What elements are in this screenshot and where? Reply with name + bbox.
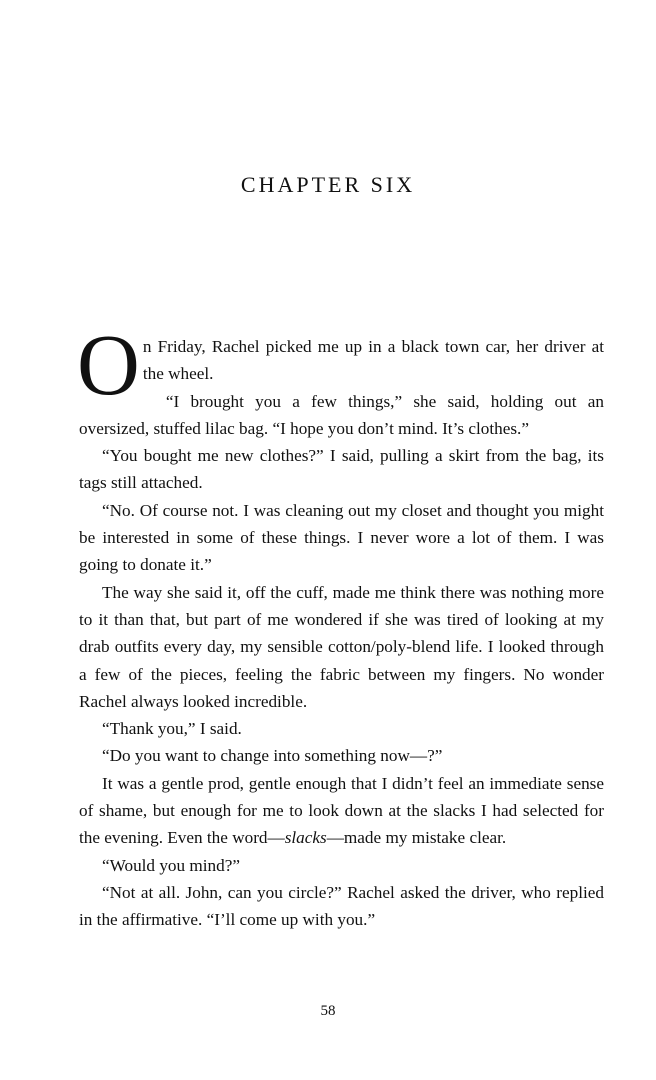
body-text	[77, 316, 604, 934]
paragraph-text: —made my mistake clear.	[326, 828, 507, 848]
paragraph	[79, 770, 604, 852]
page-number: 58	[320, 1003, 336, 1019]
paragraph: “Thank you,” I said.	[102, 719, 242, 739]
paragraph: “Would you mind?”	[102, 855, 240, 875]
paragraph: The way she said it, off the cuff, made me think there was nothing more to it than that, but part of me wondered if she was tired of looking at my drab outfits every day, my sensible cotton/poly-blend life. I looked through a few of the pieces, feeling the fabric between my fingers. No wonder Rachel always looked incredible.	[79, 582, 604, 711]
emphasis-word: slacks	[284, 828, 327, 848]
paragraph: “Do you want to change into something now—?”	[102, 746, 443, 766]
paragraph-text: It was a gentle prod, gentle enough that I didn’t feel an immediate sense of shame, but enough for me to look down at the slacks I had selected for the evening. Even the word—	[79, 773, 604, 848]
paragraph: “I brought you a few things,” she said, holding out an oversized, stuffed lilac bag. “I hope you don’t mind. It’s clothes.”	[79, 391, 604, 438]
drop-cap: O	[77, 316, 140, 413]
paragraph: “You bought me new clothes?” I said, pulling a skirt from the bag, its tags still attached.	[79, 446, 604, 493]
paragraph: “No. Of course not. I was cleaning out my closet and thought you might be interested in some of these things. I never wore a lot of them. I was going to donate it.”	[79, 500, 604, 575]
chapter-title: CHAPTER SIX	[240, 172, 416, 197]
opening-text: n Friday, Rachel picked me up in a black town car, her driver at the wheel.	[142, 337, 604, 384]
opening-paragraph	[77, 316, 604, 413]
paragraph: “Not at all. John, can you circle?” Rachel asked the driver, who replied in the affirmative. “I’ll come up with you.”	[79, 882, 604, 930]
